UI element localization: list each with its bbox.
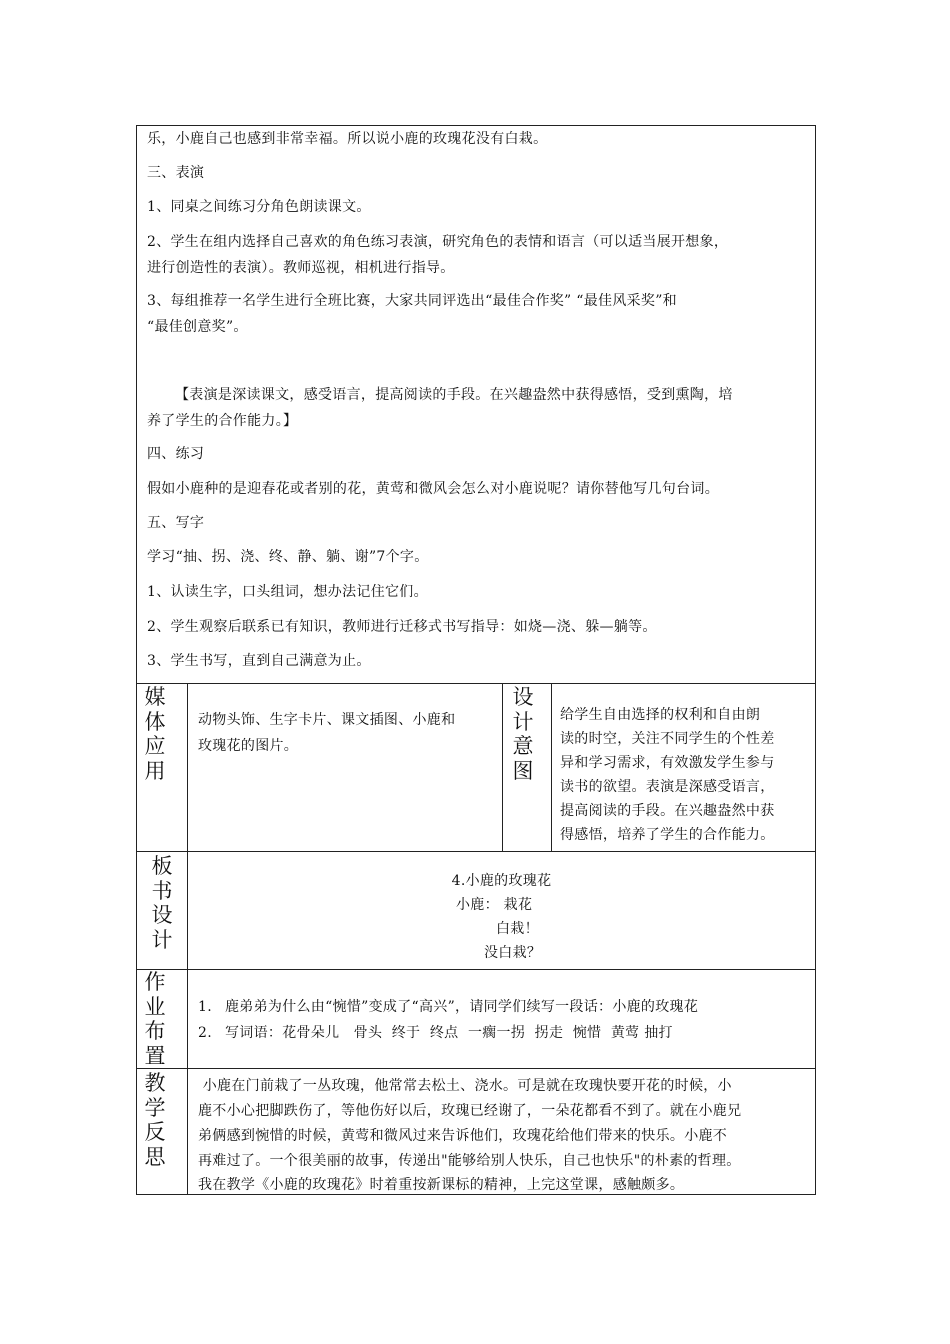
text-line: 1、同桌之间练习分角色朗读课文。 [147, 199, 371, 215]
media-line: 玫瑰花的图片。 [198, 738, 299, 754]
board-title: 4.小鹿的玫瑰花 [451, 873, 552, 889]
board-content-cell [188, 852, 815, 969]
text-line: 进行创造性的表演）。教师巡视，相机进行指导。 [147, 260, 455, 276]
reflection-header-cell [137, 1069, 187, 1195]
design-line: 提高阅读的手段。在兴趣盎然中获 [560, 803, 775, 819]
board-header-cell [137, 852, 187, 969]
media-header-cell [137, 683, 187, 851]
design-header: 设 计 意 图 [512, 685, 534, 783]
text-line: 学习“抽、拐、浇、终、静、躺、谢”7个字。 [147, 549, 429, 565]
text-line: 3、每组推荐一名学生进行全班比赛，大家共同评选出“最佳合作奖” “最佳风采奖”和 [147, 293, 677, 309]
media-content-cell [188, 683, 502, 851]
homework-content-cell [188, 970, 815, 1068]
reflection-line: 弟俩感到惋惜的时候，黄莺和微风过来告诉他们，玫瑰花给他们带来的快乐。小鹿不 [198, 1128, 728, 1144]
design-header-cell [503, 683, 551, 851]
text-line: “最佳创意奖”。 [147, 319, 248, 335]
reflection-line: 鹿不小心把脚跌伤了，等他伤好以后，玫瑰已经谢了，一朵花都看不到了。就在小鹿兄 [198, 1103, 742, 1119]
text-line: 2、学生在组内选择自己喜欢的角色练习表演，研究角色的表情和语言（可以适当展开想象， [147, 234, 729, 250]
text-line: 假如小鹿种的是迎春花或者别的花，黄莺和微风会怎么对小鹿说呢？请你替他写几句台词。 [147, 481, 719, 497]
design-line: 异和学习需求，有效激发学生参与 [560, 755, 775, 771]
text-line: 2、学生观察后联系已有知识，教师进行迁移式书写指导：如烧—浇、躲—躺等。 [147, 619, 657, 635]
note-line: 养了学生的合作能力。】 [147, 413, 298, 429]
media-header: 媒 体 应 用 [144, 685, 166, 783]
lesson-plan-table [136, 125, 816, 1195]
board-line: 小鹿： 栽花 [456, 897, 533, 913]
homework-header: 作 业 布 置 [144, 970, 166, 1068]
homework-item: 鹿弟弟为什么由“惋惜”变成了“高兴”，请同学们续写一段话：小鹿的玫瑰花 [225, 999, 699, 1015]
reflection-line: 我在教学《小鹿的玫瑰花》时着重按新课标的精神，上完这堂课，感触颇多。 [198, 1177, 685, 1193]
homework-item: 写词语：花骨朵儿 骨头 终于 终点 一瘸一拐 拐走 惋惜 黄莺 抽打 [225, 1025, 673, 1041]
reflection-line: 再难过了。一个很美丽的故事，传递出"能够给别人快乐，自己也快乐"的朴素的哲理。 [198, 1153, 741, 1169]
text-line: 1、认读生字，口头组词，想办法记住它们。 [147, 584, 428, 600]
board-line: 白栽！ [496, 921, 539, 937]
design-line: 得感悟，培养了学生的合作能力。 [560, 827, 775, 843]
section-heading: 四、练习 [147, 446, 205, 462]
reflection-header: 教 学 反 思 [144, 1071, 166, 1169]
section-heading: 五、写字 [147, 515, 205, 531]
media-line: 动物头饰、生字卡片、课文插图、小鹿和 [198, 712, 456, 728]
text-line: 3、学生书写，直到自己满意为止。 [147, 653, 371, 669]
design-line: 给学生自由选择的权利和自由朗 [560, 707, 761, 723]
text-line: 乐，小鹿自己也感到非常幸福。所以说小鹿的玫瑰花没有白栽。 [147, 131, 548, 147]
design-content-cell [552, 683, 815, 851]
homework-header-cell [137, 970, 187, 1068]
design-line: 读书的欲望。表演是深感受语言， [560, 779, 775, 795]
reflection-content-cell [188, 1069, 815, 1195]
board-header: 板 书 设 计 [151, 854, 173, 952]
homework-number: 1. [198, 999, 212, 1015]
note-line: 【表演是深读课文，感受语言，提高阅读的手段。在兴趣盎然中获得感悟，受到熏陶，培 [175, 387, 733, 403]
homework-number: 2. [198, 1025, 212, 1041]
design-line: 读的时空，关注不同学生的个性差 [560, 731, 775, 747]
section-heading: 三、表演 [147, 165, 205, 181]
teaching-process-section [137, 126, 815, 683]
reflection-line: 小鹿在门前栽了一丛玫瑰，他常常去松土、浇水。可是就在玫瑰快要开花的时候，小 [198, 1078, 732, 1094]
board-line: 没白栽？ [484, 945, 542, 961]
